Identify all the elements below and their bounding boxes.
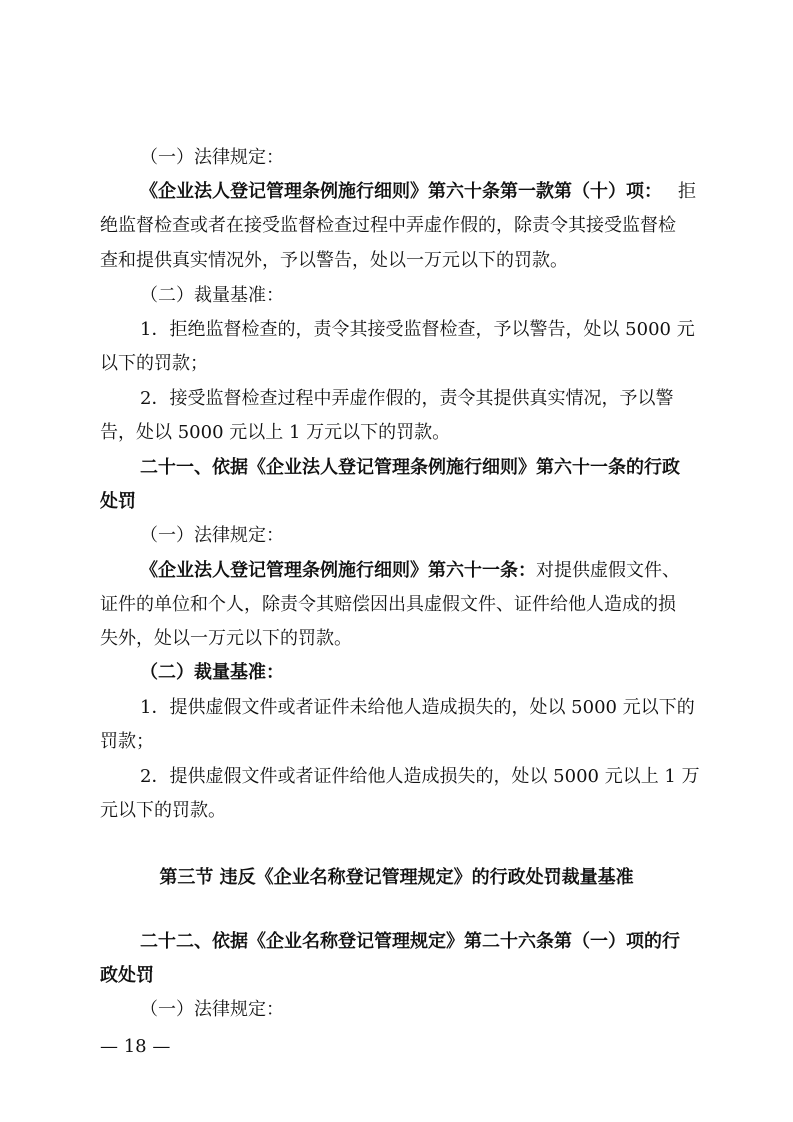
paragraph-line: 以下的罚款；	[100, 353, 208, 374]
section-heading: 政处罚	[100, 965, 154, 986]
paragraph-line: 失外，处以一万元以下的罚款。	[100, 628, 352, 649]
paragraph-line: 1．拒绝监督检查的，责令其接受监督检查，予以警告，处以 5000 元	[140, 319, 695, 340]
paragraph-line: 元以下的罚款。	[100, 800, 226, 821]
section-heading: 二十一、依据《企业法人登记管理条例施行细则》第六十一条的行政	[140, 457, 680, 478]
paragraph-line: 绝监督检查或者在接受监督检查过程中弄虚作假的，除责令其接受监督检	[100, 215, 676, 236]
paragraph-line: 1．提供虚假文件或者证件未给他人造成损失的，处以 5000 元以下的	[140, 697, 695, 718]
subheading-legal-provisions: （一）法律规定：	[140, 525, 284, 546]
paragraph-line	[140, 180, 696, 204]
paragraph-line: 罚款；	[100, 731, 154, 752]
paragraph-line: 证件的单位和个人，除责令其赔偿因出具虚假文件、证件给他人造成的损	[100, 594, 676, 615]
chapter-section-title: 第三节 违反《企业名称登记管理规定》的行政处罚裁量基准	[159, 867, 634, 888]
subheading-discretion-standard: （二）裁量基准：	[140, 662, 284, 683]
paragraph-line: 告，处以 5000 元以上 1 万元以下的罚款。	[100, 422, 451, 443]
subheading-legal-provisions: （一）法律规定：	[140, 147, 284, 168]
section-heading: 二十二、依据《企业名称登记管理规定》第二十六条第（一）项的行	[140, 931, 680, 952]
paragraph-line: 查和提供真实情况外，予以警告，处以一万元以下的罚款。	[100, 250, 568, 271]
subheading-legal-provisions: （一）法律规定：	[140, 999, 284, 1020]
paragraph-text: 拒	[678, 181, 696, 202]
regulation-citation: 《企业法人登记管理条例施行细则》第六十条第一款第（十）项：	[140, 181, 662, 202]
paragraph-line: 2．接受监督检查过程中弄虚作假的，责令其提供真实情况，予以警	[140, 388, 674, 409]
regulation-citation: 《企业法人登记管理条例施行细则》第六十一条：	[140, 560, 536, 581]
page-number: — 18 —	[100, 1036, 171, 1057]
paragraph-text: 对提供虚假文件、	[536, 560, 680, 581]
paragraph-line: 2．提供虚假文件或者证件给他人造成损失的，处以 5000 元以上 1 万	[140, 766, 700, 787]
section-heading: 处罚	[100, 491, 136, 512]
subheading-discretion-standard: （二）裁量基准：	[140, 285, 284, 306]
paragraph-line	[140, 559, 680, 583]
